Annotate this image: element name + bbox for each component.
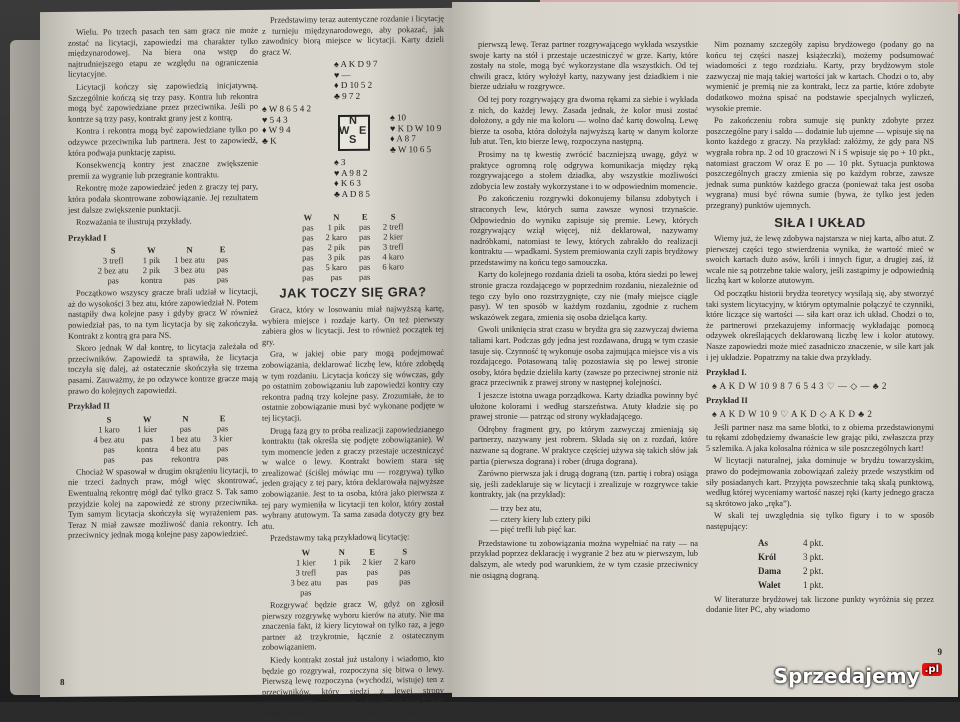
table-cell: 1 karo [98,424,120,435]
table-cell: 4 karo [382,251,404,262]
paragraph: Nim poznamy szczegóły zapisu brydżowego (podany go na końcu tej części naszej książeczki), możemy podsumować wiadomości z tego rozdziału. Karty, przy brydżowym stole zazwyczaj nie mają takiej wartości jak w kartach. Chodzi o to, aby wymienić je premią nie za kontrakt, lecz za partie, które zdobyte dodatkowo można spisać na podstawie specjalnych wyliczeń, wysokie premie. [706,40,934,113]
table-header-cell: N [338,546,345,558]
example-1-table [92,244,234,285]
right-column-1 [470,40,698,690]
bidding-table-1 [296,212,410,283]
table-header-cell: W [142,413,152,424]
paragraph: Karty do kolejnego rozdania dzieli ta osoba, która siedzi po lewej stronie gracza rozdającego w poprzednim rozdaniu, niezależnie od tego czy było ono rozstrzygnięte, czy nie (mały miejsce ciągle pasy). W ten sposób w każdym rozdaniu, zgodnie z ruchem wskazówek zegara, zmienia się osoba dzieląca karty. [470,270,698,322]
table-cell: 1 bez atu [170,433,201,444]
page-number-right: 9 [937,647,942,657]
table-cell: pas [141,453,153,464]
table-cell: pas [359,272,371,283]
table-cell: 2 karo [394,556,416,567]
table-header-cell: E [219,244,226,255]
table-cell: 1 kier [296,557,316,568]
table-cell: 1 kier [137,423,157,434]
left-column-1 [68,26,258,678]
table-cell: 4 bez atu [93,434,125,445]
table-cell: pas [183,274,196,285]
example-ii-title: Przykład II [706,395,748,406]
table-cell: 4 bez atu [170,443,201,454]
paragraph: W literaturze brydżowej tak liczone punkty wyróżnia się przez dodanie liter PC, aby wiadomo [706,594,934,615]
table-header-cell: E [219,413,226,424]
page-number-left: 8 [60,676,65,687]
list-item: — trzy bez atu, [490,503,542,513]
paragraph: Kontra i rekontra mogą być zapowiedziane tylko po odzywce przeciwnika lub partnera. Jest to zapowiedź, która podwaja punktację zapisu. [68,125,258,158]
paragraph: Rozgrywać będzie gracz W, gdyż on zgłosił pierwszy rozgrywkę wyboru kierów na atuty. Nie ma znaczenia fakt, iż kiery licytował on tylko raz, a jego partner aż trzykrotnie, łącznie z ostatecznym zobowiązaniem. [262,598,444,653]
table-header-cell: S [106,414,112,425]
paragraph: Gwoli uniknięcia strat czasu w brydża gra się zazwyczaj dwiema taliami kart. Podczas gdy jedna jest rozdawana, drugą w tym czasie tasuje się. Czynność tę wykonuje osoba zajmująca miejsce vis a vis rozdającego. Potasowaną talię pozostawia się po lewej stronie osoby, która będzie dzieliła karty (zawsze po przeciwnej stronie niż gracz przeciwnik z prawej strony w następnej kolejności. [470,325,698,388]
table-cell: pas [107,275,119,286]
table-row [92,274,234,285]
paragraph: Konsekwencją kontry jest znaczne zwiększenie premii za wygranie lub przegranie kontraktu. [68,158,258,181]
example-2-title: Przykład II [68,400,110,412]
paragraph: Po zakończeniu robra sumuje się punkty zdobyte przez poszczególne pary i saldo — dodatnie lub ujemne — wpisuje się na konto każdego z graczy. Na przykład: załóżmy, że gdy para NS wygrała robra np. 2 od 10 graczowi N i S wpisuje się po + 10 pkt., natomiast graczom W oraz E po — 10 pkt. Sytuacja punktowa poszczególnych graczy zmienia się po każdym robrze, zawsze jednak suma punktów każdego gracza (ponieważ taka jest osoba wygrana) musi być równa sumie (bywa, że tylko jest jeden przegrany) punktów ujemnych. [706,116,934,210]
paragraph: Licytacji kończy się zapowiedzią inicjatywną. Szczególnie kończą się trzy pasy. Kontra lub rekontra mogą być zapowiedziane przez przeciwnika. Jeśli po kontrze są trzy pasy, kontrakt grany jest z kontrą. [68,80,258,124]
table-cell: 1 bez atu [174,254,205,266]
points-cell: 3 pkt. [803,551,824,562]
card-diagram [262,58,444,210]
hand-suit-line: ♠ W 8 6 5 4 2 [262,103,311,115]
intro-paragraph: Przedstawimy teraz autentyczne rozdanie i licytację z turnieju międzynarodowego, aby pokazać, jak zawodnicy biorą miejsce w licytacji. Karty dzieli gracz W. [262,13,444,57]
table-cell: 3 trefl [382,241,404,252]
table-cell: pas [103,454,115,465]
table-cell [327,587,356,597]
paragraph: Początkowo wszyscy gracze brali udział w licytacji, aż do wysokości 3 bez atu, które zapowiedział N. Potem nastąpiły dwa kolejne pasy i gdyby gracz W również powiedział pas, to na tym licytacja by się zakończyła. Kontrakt z kontrą gra para NS. [68,287,258,341]
table-cell: pas [359,252,371,263]
table-cell: pas [216,442,229,454]
table-cell: pas [216,452,229,464]
table-cell: 2 karo [325,232,347,243]
table-cell: 3 bez atu [174,264,205,276]
watermark-tld: .pl [922,663,942,676]
list-item: — cztery kiery lub cztery piki [490,514,591,524]
hand-suit-line: ♦ D 10 5 2 [334,80,373,91]
left-column-2 [262,13,444,718]
table-cell: pas [216,264,229,275]
bidding-table-2 [284,546,421,597]
table-header-cell: N [333,212,340,223]
list-item: — pięć trefli lub pięć kar. [490,525,577,535]
table-cell: 3 kier [212,432,233,444]
table-cell [376,272,409,282]
example-i-hand: ♠ A K D W 10 9 8 7 6 5 4 3 ♡ — ◇ — ♣ 2 [712,380,887,391]
compass-e: E [359,125,367,138]
points-cell: Król [758,551,776,562]
section-heading-game: JAK TOCZY SIĘ GRA? [279,284,427,302]
table-cell: kontra [140,275,163,286]
hand-suit-line: ♥ A 9 8 2 [334,167,368,178]
table-cell: pas [359,242,371,253]
table-cell: pas [336,566,348,578]
points-cell: As [758,537,769,548]
example-ii-hand: ♠ A K D W 10 9 ♡ A K D ◇ A K D ♣ 2 [712,409,873,419]
hand-suit-line: ♠ A K D 9 7 [334,58,378,70]
table-header-cell: N [182,413,189,424]
table-cell: 2 kier [362,556,383,567]
table-cell: pas [336,576,348,588]
table-cell: pas [359,232,371,243]
hand-suit-line: ♥ 5 4 3 [262,114,288,125]
paragraph: Chociaż W spasował w drugim okrążeniu licytacji, to nie trzeci żadnych praw, mógł więc skontrować, Ewentualną rekontrę mógł dać tylko gracz S. Tak samo przyjdzie kolej na zapowiedź ze strony przeciwnika. Tym samym licytacja skończyła się wyrażeniem pas. Teraz N miał zawsze możliwość dania rekontry. Ich przeciwnicy jednak mogą kolejne pasy zapowiedzieć. [68,465,258,541]
compass-box [338,115,370,151]
table-cell: 2 trefl [382,221,404,232]
table-cell: pas [366,566,378,577]
table-header-cell: W [147,245,156,256]
hand-suit-line: ♠ 3 [334,157,346,168]
table-cell: pas [302,242,314,253]
section-heading-strength: SIŁA I UKŁAD [774,214,866,230]
points-row [748,551,834,563]
paragraph: Wielu. Po trzech pasach ten sam gracz nie może zostać na licytacji, zapowiedzi ma charakter tylko międzynarodowej. Na biera ona wstęp do najtrudniejszego etapu ze względu na ograniczenia licytacyjne. [68,25,258,80]
example-2-table [88,413,239,465]
points-cell: 4 pkt. [803,537,824,548]
compass-n: N [349,115,357,128]
paragraph: Prosimy na tę kwestię zwrócić baczniejszą uwagę, gdyż w praktyce ogromną rolę odgrywa komunikacja między ręką rozgrywającego a stołem dziadka, aby wszystkie możliwości zdobycia lew zostały wykorzystane i to w odpowiednim momencie. [470,149,698,191]
points-cell: Walet [758,579,781,590]
paragraph: Gracz, który w losowaniu miał najwyższą kartę, wybiera miejsce i rozdaje karty. On też pierwszy zabiera głos w licytacji. Jest to również początek tej gry. [262,303,444,347]
paragraph: W licytacji naturalnej, jaka dominuje w brydżu towarzyskim, prawo do podejmowania zobowiązań zależy przede wszystkim od siły posiadanych kart. Przyjęta powszechnie taką skalą punktową, według której wyceniamy wartość naszej ręki (karty jednego gracza są skrótowo jako „ręka”). [706,456,934,508]
hand-suit-line: ♥ — [334,69,351,80]
table-header-cell: E [369,546,376,557]
table-cell: 3 trefl [102,255,124,266]
right-column-2 [706,40,934,690]
hand-suit-line: ♦ A 8 7 [390,133,416,144]
table-cell: pas [366,576,378,587]
table-cell: pas [359,262,371,273]
paragraph: Przedstawione tu zobowiązania można wypełniać na raty — na przykład poprzez deklarację i wygranie 2 bez atu w pierwszym, lub dalszym, ale wtedy pod warunkiem, że w tym czasie przeciwnicy nie osiągną dograną. [470,538,698,580]
points-cell: 1 pkt. [803,579,824,590]
table-cell: pas [399,566,411,577]
points-row [748,565,834,577]
watermark-logo [774,664,942,688]
table-cell: 2 pik [327,242,345,253]
paragraph: Kiedy kontrakt został już ustalony i wiadomo, kto będzie go rozgrywał, rozpoczyna się bitwa o lewy. Pierwszą lewę rozpoczyna (wychodzi, wistuje) ten z przeciwników, który siedzi z lewej strony rozgrywającego. Gracz ten oddziela od swych kart jedną i kładzie ją na stole, inaugurując tym samym [262,653,444,718]
table-cell: 1 pik [333,556,351,568]
paragraph: Odrębny fragment gry, po którym zazwyczaj zmieniają się partnerzy, nazywany jest robrem. Składa się on z rozdań, które nazwane są dograne. W praktyce częściej używa się takich słów jak partia (pierwsza dograna) i rober (druga dograna). [470,424,698,466]
hand-suit-line: ♥ K D W 10 9 [390,122,442,134]
paragraph: Zarówno pierwsza jak i drugą dograną (tzn. partię i robra) osiąga się, jeśli zadeklaruje się w licytacji i zrealizuje w rozgrywce takie kontrakty, jak (na przykład): [470,469,698,500]
table-cell: 3 bez atu [290,577,322,588]
points-table [746,535,836,593]
table-cell: pas [300,587,312,598]
paragraph: Jeśli partner nasz ma same blotki, to z obiema przedstawionymi tu rękami zdobędziemy dwanaście lew grając piki, zwłaszcza przy 5 szlemika. A jaka kolosalna różnica w sile poszczególnych kart! [706,422,934,453]
table-cell: pas [399,576,411,587]
table-cell: pas [216,274,229,285]
paragraph: Przedstawmy taką przykładową licytację: [270,532,410,544]
table-cell: pas [302,232,314,243]
table-cell: pas [302,252,314,263]
paragraph: pierwszą lewę. Teraz partner rozgrywającego wykłada wszystkie swoje karty na stół i przestaje uczestniczyć w grze. Karty, które zostały na stole, mogą być wykorzystane dla wszystkich. Od tej chwili gracz, który wyłożył karty, nazywany jest dziadkiem i nie bierze udziału w rozgrywce. [470,40,698,92]
table-header-cell: E [361,212,368,223]
table-cell: pas [216,422,229,434]
table-row [284,586,421,597]
paragraph: Po zakończeniu rozgrywki dokonujemy bilansu zdobytych i straconych lew, których suma zawsze wynosi trzynaście. Odpowiednio do wyniku zapisuje się premie. Lewy, których rozgrywający wziął więcej, niż deklarował, nazywamy nadróbkami, natomiast te lewy, których zabrakło do realizacji kontraktu — wpadkami. System premiowania czyli zapis brydżowy przedstawimy na końcu tego samouczka. [470,194,698,267]
table-header-cell: W [301,547,311,558]
table-cell: 1 pik [327,222,345,233]
table-cell: pas [359,222,371,233]
paragraph: I jeszcze istotna uwaga porządkowa. Karty dziadka powinny być ułożone kolorami i według starszeństwa. Atuty kładzie się po prawej stronie — patrząc od strony wykładającego. [470,391,698,422]
hand-suit-line: ♣ W 10 6 5 [390,143,432,155]
table-cell: pas [302,222,314,233]
table-cell: pas [302,272,314,283]
contract-list [490,504,698,536]
table-cell: 3 trefl [295,567,317,578]
points-cell: Dama [758,565,781,576]
points-row [748,579,834,591]
watermark-brand: Sprzedajemy [773,664,920,688]
paragraph: Rekontrę może zapowiedzieć jeden z graczy tej pary, która podała skontrowane zobowiązanie. Jej rezultatem jest dalsze zwiększenie punktacji. [68,182,258,215]
table-cell: pas [302,262,314,273]
hand-suit-line: ♦ K 6 3 [334,178,361,189]
north-hand [334,59,378,101]
table-header-cell: S [402,546,408,557]
paragraph: Drugą fazą gry to próba realizacji zapowiedzianego kontraktu (tak określa się podjęte zobowiązanie). W tym momencie jeden z graczy przestaje uczestniczyć w walce o lewy. Kontrakt bowiem stara się zrealizować (ściślej mówiąc mu — rozgrywa) tylko jeden grający z tej pary, która deklarowała najwyższe zobowiązanie. Jest to ta osoba, która jako pierwsza z tej pary wymieniła w licytacji ten kolor, który został wybrany atutowym. Ta sama zasada dotyczy gry bez atu. [262,424,444,531]
east-hand [390,112,441,155]
table-cell: 2 pik [142,265,160,276]
table-cell: 2 kier [383,231,403,242]
paragraph: Od tej pory rozgrywający gra dwoma rękami za siebie i wykłada z nich, do każdej lewy. Zasada jednak, że kolor musi zostać dołożony, a gdy nie ma koloru — wolno dać kartę dowolną. Lewę bierze ta osoba, która dołożyła najwyższą kartę w danym kolorze lub atut. Ten, kto bierze lewę, rozpoczyna następną. [470,94,698,147]
table-header-cell: N [186,244,193,255]
table-cell [388,586,421,596]
west-hand [262,104,311,147]
hand-suit-line: ♠ 10 [390,112,407,123]
compass-w: W [339,125,350,138]
hand-suit-line: ♦ W 9 4 [262,124,291,136]
table-cell: rekontra [171,453,200,464]
table-header-cell: S [110,245,116,256]
table-cell: pas [179,423,192,434]
table-header-cell: W [303,212,313,223]
points-row [748,537,834,549]
paragraph: Gra, w jakiej obie pary mogą podejmować zobowiązania, deklarować liczbę lew, które zdobędą w tym rozdaniu. Licytacja kończy się wówczas, gdy po ostatnim zobowiązaniu lub zapowiedzi kontry czy rekontra padną trzy kolejne pasy. Zrozumiałe, że to ostatnie zobowiązanie musi być wykonane podjęte w tej licytacji. [262,348,444,423]
paragraph: Rozważania te ilustrują przykłady. [76,216,192,227]
example-1-title: Przykład I [68,232,107,243]
south-hand [334,157,370,199]
hand-suit-line: ♣ A D 8 5 [334,188,370,199]
table-cell: pas [103,444,115,455]
table-row [296,272,410,283]
table-cell: pas [141,433,153,444]
right-page [452,2,958,697]
table-cell: 3 pik [327,252,345,263]
table-row [88,453,239,465]
left-page [40,8,452,718]
table-cell: 1 pik [142,255,160,266]
hand-suit-line: ♣ 9 7 2 [334,90,361,101]
points-cell: 2 pkt. [803,565,824,576]
table-cell: pas [330,272,342,283]
paragraph: Wiemy już, że lewę zdobywa najstarsza w niej karta, albo atut. Z pierwszej części tego stwierdzenia wynika, że wartość mieć w swoich kartach dużo asów, króli i innych figur, a drugiej zaś, iż wcale nie są potrzebne takie walory, jeśli zastąpimy je odpowiednią liczbą kart w kolorze atutowym. [706,234,934,286]
table-cell: 6 karo [382,261,404,272]
hand-suit-line: ♣ K [262,135,277,146]
table-header-cell: S [390,211,396,222]
compass-s: S [349,134,357,147]
paragraph: W skali tej uwzględnia się tylko figury i to w sposób następujący: [706,511,934,531]
table-cell: 2 bez atu [97,265,129,276]
paragraph: Od początku historii brydża teoretycy wysilają się, aby stworzyć taki system licytacyjny, w którym optymalnie połączyć te czynniki, które liczące się wartości — siła kart oraz ich układ. Chodzi o to, że partnerowi przekazujemy informację wykładając pomocą odzywek określających deklarowaną liczbę lew i kolor atutowy. Nasze zapowiedzi może mieć zasadniczo znaczenie, w sile kart jak i jej układzie. Popatrzmy na takie dwa przykłady. [706,289,934,362]
paragraph: Skoro jednak W dał kontrę, to licytacja zależała od przeciwników. Zapowiedź ta sprawiła, że licytacja toczyła się dalej, aż ostatecznie skończyła się trzema pasami. Zauważmy, że po odzywce kontrze gracze mają prawo do kolejnych zapowiedzi. [68,342,258,396]
table-cell [356,587,388,597]
table-row [296,262,410,273]
table-cell: pas [216,254,229,265]
table-cell: kontra [136,443,159,454]
example-i-title: Przykład I. [706,367,747,378]
table-cell: 5 karo [325,262,347,273]
